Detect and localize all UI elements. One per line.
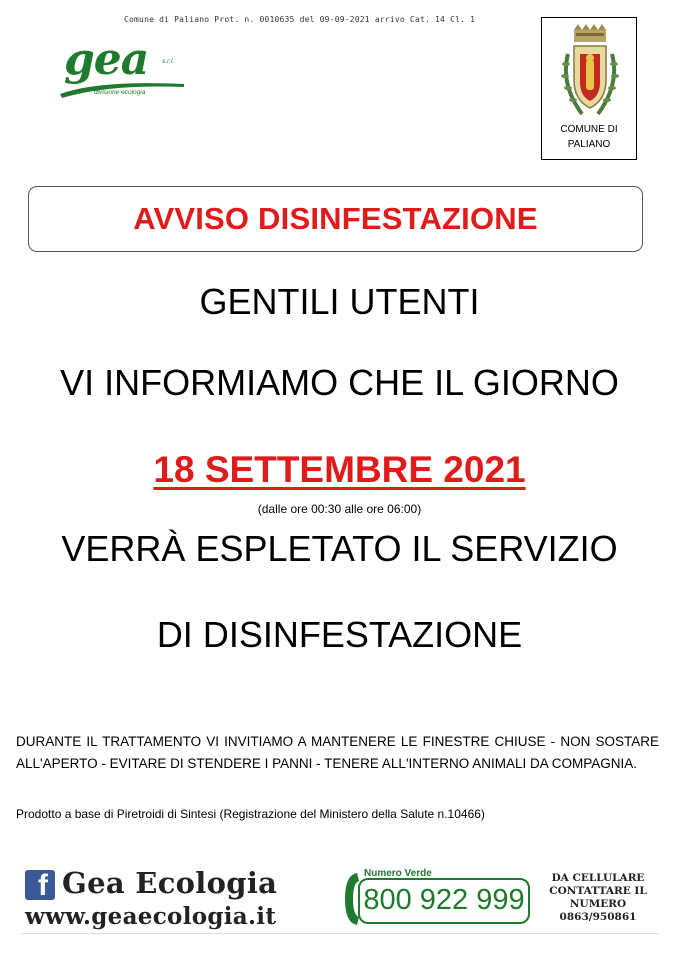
- footer-divider: [22, 933, 659, 934]
- product-note: Prodotto a base di Piretroidi di Sintesi (Registrazione del Ministero della Salute n.10466): [16, 807, 485, 821]
- mobile-note-line2: CONTATTARE IL: [549, 885, 647, 897]
- mobile-contact-note: [537, 872, 659, 924]
- notice-title: AVVISO DISINFESTAZIONE: [133, 201, 538, 236]
- service-date-text: 18 SETTEMBRE 2021: [153, 449, 526, 490]
- gea-logo: [58, 34, 188, 100]
- inform-line: VI INFORMIAMO CHE IL GIORNO: [60, 362, 619, 403]
- comune-badge: [541, 17, 637, 160]
- service-type: DI DISINFESTAZIONE: [156, 614, 523, 655]
- protocol-stamp: Comune di Paliano Prot. n. 0010635 del 09-09-2021 arrivo Cat. 14 Cl. 1: [124, 15, 476, 24]
- website-link[interactable]: www.geaecologia.it: [25, 903, 277, 930]
- facebook-icon[interactable]: f: [25, 870, 55, 900]
- mobile-note-line1: DA CELLULARE: [551, 872, 645, 884]
- instructions-text: DURANTE IL TRATTAMENTO VI INVITIAMO A MANTENERE LE FINESTRE CHIUSE - NON SOSTARE ALL'APERTO - EVITARE DI STENDERE I PANNI - TENERE ALL'INTERNO ANIMALI DA COMPAGNIA.: [16, 734, 659, 771]
- gea-logo-word: gea: [64, 34, 149, 85]
- notice-title-box: [28, 186, 643, 252]
- gea-logo-suffix: s.r.l.: [162, 58, 175, 65]
- service-line: VERRÀ ESPLETATO IL SERVIZIO: [61, 528, 618, 569]
- service-hours: (dalle ore 00:30 alle ore 06:00): [257, 502, 422, 516]
- greeting: GENTILI UTENTI: [199, 281, 480, 322]
- gea-logo-subtitle: divisione ecologia: [94, 89, 146, 96]
- coat-of-arms-icon: [560, 24, 620, 118]
- numero-verde-label: Numero Verde: [364, 868, 432, 879]
- service-date: [0, 449, 679, 491]
- comune-label-line1: COMUNE DI: [560, 124, 618, 135]
- company-name: Gea Ecologia: [62, 866, 278, 900]
- numero-verde-number[interactable]: 800 922 999: [363, 884, 525, 916]
- mobile-number[interactable]: 0863/950861: [559, 911, 637, 923]
- comune-label-line2: PALIANO: [567, 139, 611, 150]
- mobile-note-line3: NUMERO: [569, 898, 627, 910]
